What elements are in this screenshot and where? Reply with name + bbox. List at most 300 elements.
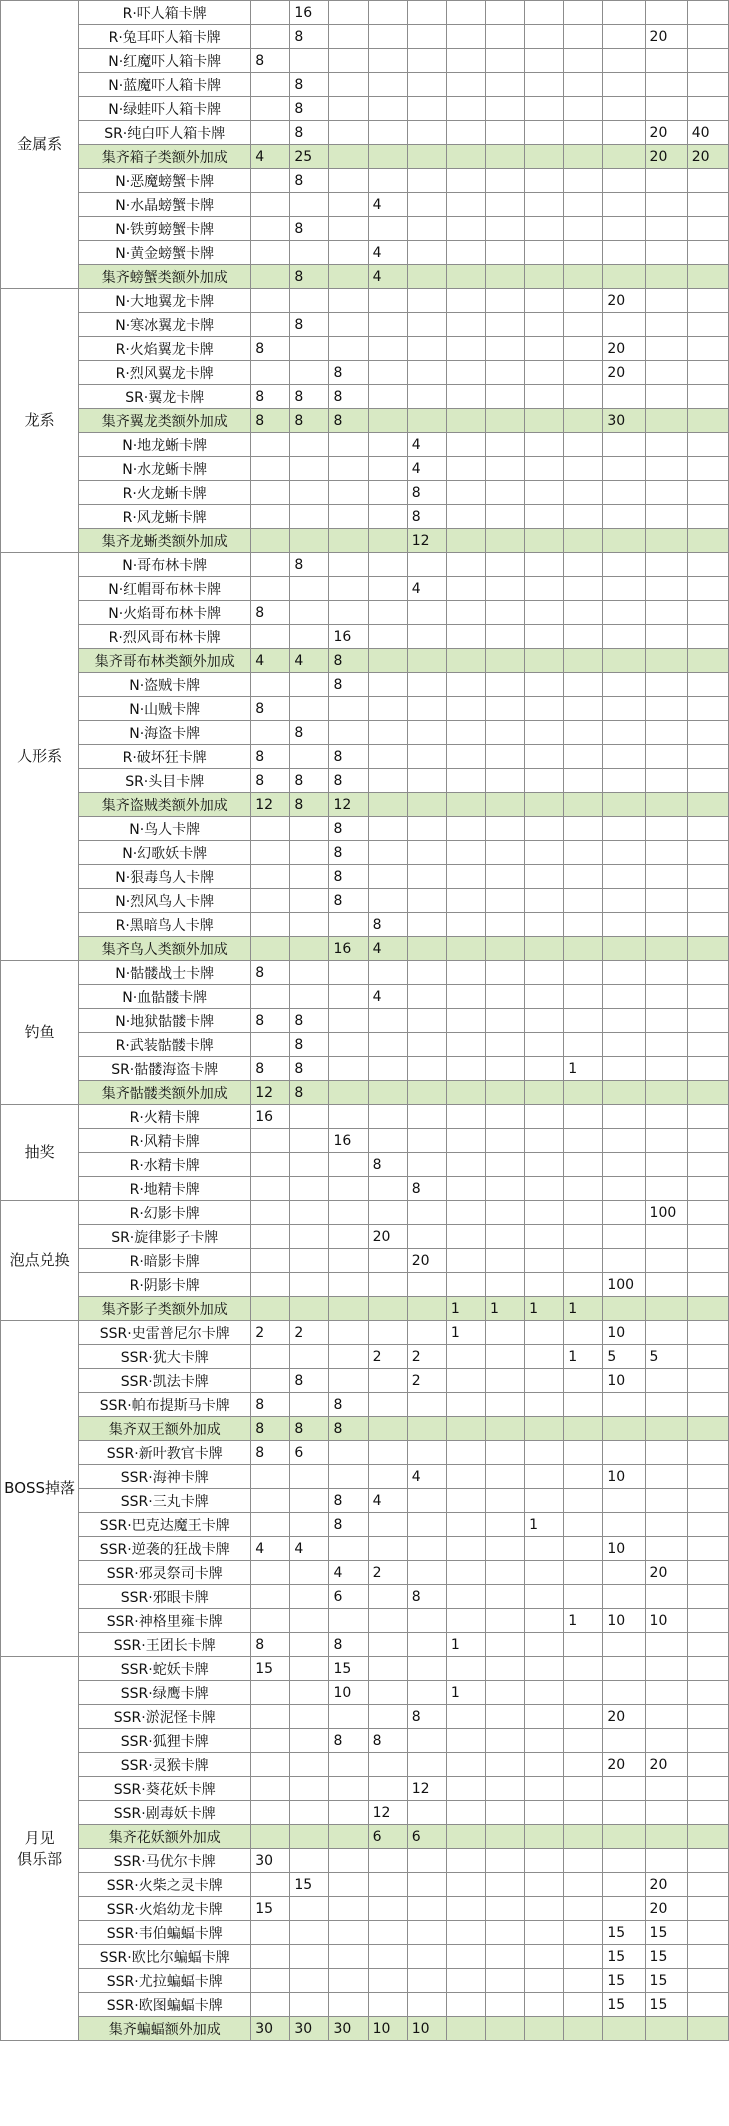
value-cell xyxy=(687,1993,728,2017)
value-cell xyxy=(407,985,446,1009)
table-row xyxy=(1,1561,729,1585)
value-cell xyxy=(645,1537,687,1561)
value-cell xyxy=(368,1609,407,1633)
value-cell xyxy=(564,1993,603,2017)
value-cell xyxy=(645,697,687,721)
value-cell: 20 xyxy=(645,25,687,49)
value-cell xyxy=(329,145,368,169)
value-cell xyxy=(687,1873,728,1897)
value-cell xyxy=(290,1705,329,1729)
value-cell: 4 xyxy=(251,649,290,673)
value-cell xyxy=(329,265,368,289)
card-name-cell: SSR·三丸卡牌 xyxy=(79,1489,251,1513)
card-name-cell: R·火龙蜥卡牌 xyxy=(79,481,251,505)
card-name-cell: N·蓝魔吓人箱卡牌 xyxy=(79,73,251,97)
value-cell xyxy=(485,817,524,841)
value-cell xyxy=(329,337,368,361)
value-cell xyxy=(525,1225,564,1249)
value-cell xyxy=(564,145,603,169)
value-cell xyxy=(407,1489,446,1513)
value-cell xyxy=(290,361,329,385)
value-cell xyxy=(251,289,290,313)
value-cell xyxy=(645,1,687,25)
card-name-cell: SR·头目卡牌 xyxy=(79,769,251,793)
value-cell xyxy=(525,97,564,121)
card-name-cell: SSR·犹大卡牌 xyxy=(79,1345,251,1369)
value-cell: 8 xyxy=(251,385,290,409)
card-name-cell: SSR·欧比尔蝙蝠卡牌 xyxy=(79,1945,251,1969)
value-cell xyxy=(329,1369,368,1393)
value-cell: 6 xyxy=(329,1585,368,1609)
card-name-cell: R·吓人箱卡牌 xyxy=(79,1,251,25)
value-cell xyxy=(485,1561,524,1585)
value-cell xyxy=(407,241,446,265)
value-cell: 15 xyxy=(251,1657,290,1681)
value-cell xyxy=(407,1801,446,1825)
value-cell xyxy=(687,1729,728,1753)
value-cell xyxy=(329,97,368,121)
value-cell xyxy=(290,1297,329,1321)
table-row xyxy=(1,1273,729,1297)
table-row xyxy=(1,1849,729,1873)
value-cell xyxy=(329,1273,368,1297)
value-cell xyxy=(603,457,645,481)
value-cell xyxy=(525,913,564,937)
value-cell xyxy=(645,985,687,1009)
value-cell xyxy=(329,457,368,481)
value-cell xyxy=(525,1153,564,1177)
value-cell xyxy=(687,889,728,913)
value-cell xyxy=(564,553,603,577)
card-name-cell: N·黄金螃蟹卡牌 xyxy=(79,241,251,265)
value-cell xyxy=(525,1441,564,1465)
value-cell xyxy=(446,601,485,625)
value-cell xyxy=(329,721,368,745)
value-cell xyxy=(407,1753,446,1777)
value-cell xyxy=(525,145,564,169)
value-cell: 8 xyxy=(290,1081,329,1105)
value-cell xyxy=(645,169,687,193)
card-name-cell: SR·纯白吓人箱卡牌 xyxy=(79,121,251,145)
value-cell xyxy=(368,1177,407,1201)
value-cell xyxy=(329,1177,368,1201)
value-cell xyxy=(645,2017,687,2041)
value-cell xyxy=(446,1465,485,1489)
value-cell xyxy=(446,481,485,505)
value-cell: 12 xyxy=(407,1777,446,1801)
value-cell: 1 xyxy=(564,1345,603,1369)
value-cell xyxy=(525,1633,564,1657)
value-cell xyxy=(485,529,524,553)
card-name-cell: SSR·邪灵祭司卡牌 xyxy=(79,1561,251,1585)
value-cell xyxy=(251,97,290,121)
value-cell xyxy=(446,529,485,553)
value-cell xyxy=(525,1681,564,1705)
value-cell: 20 xyxy=(407,1249,446,1273)
value-cell xyxy=(564,241,603,265)
value-cell xyxy=(645,73,687,97)
value-cell xyxy=(407,697,446,721)
value-cell xyxy=(687,169,728,193)
value-cell xyxy=(407,361,446,385)
value-cell: 8 xyxy=(251,1441,290,1465)
value-cell xyxy=(687,817,728,841)
value-cell xyxy=(525,1705,564,1729)
value-cell xyxy=(645,1225,687,1249)
value-cell xyxy=(446,577,485,601)
value-cell xyxy=(368,433,407,457)
value-cell xyxy=(525,1081,564,1105)
value-cell xyxy=(645,1177,687,1201)
value-cell xyxy=(687,1201,728,1225)
table-row xyxy=(1,1345,729,1369)
card-name-cell: SSR·巴克达魔王卡牌 xyxy=(79,1513,251,1537)
value-cell xyxy=(525,841,564,865)
value-cell xyxy=(290,1489,329,1513)
value-cell xyxy=(485,721,524,745)
value-cell xyxy=(687,1321,728,1345)
card-name-cell: R·烈风哥布林卡牌 xyxy=(79,625,251,649)
card-name-cell: N·烈风鸟人卡牌 xyxy=(79,889,251,913)
value-cell: 4 xyxy=(407,457,446,481)
value-cell xyxy=(407,1849,446,1873)
value-cell xyxy=(687,1657,728,1681)
value-cell xyxy=(645,937,687,961)
value-cell xyxy=(368,1993,407,2017)
value-cell xyxy=(485,1033,524,1057)
value-cell xyxy=(687,265,728,289)
value-cell xyxy=(368,1321,407,1345)
value-cell xyxy=(446,1489,485,1513)
value-cell xyxy=(603,1105,645,1129)
value-cell xyxy=(446,1033,485,1057)
value-cell xyxy=(485,217,524,241)
value-cell xyxy=(603,649,645,673)
value-cell xyxy=(645,1033,687,1057)
table-row xyxy=(1,1537,729,1561)
value-cell: 4 xyxy=(368,241,407,265)
value-cell xyxy=(525,49,564,73)
value-cell xyxy=(485,385,524,409)
value-cell xyxy=(564,1705,603,1729)
value-cell xyxy=(446,265,485,289)
value-cell xyxy=(687,577,728,601)
value-cell xyxy=(564,721,603,745)
card-name-cell: SSR·史雷普尼尔卡牌 xyxy=(79,1321,251,1345)
value-cell xyxy=(525,1753,564,1777)
value-cell xyxy=(485,1537,524,1561)
value-cell xyxy=(687,793,728,817)
value-cell xyxy=(368,601,407,625)
value-cell xyxy=(564,1897,603,1921)
value-cell xyxy=(290,1849,329,1873)
value-cell xyxy=(525,1249,564,1273)
value-cell xyxy=(603,793,645,817)
table-row xyxy=(1,505,729,529)
value-cell xyxy=(603,1489,645,1513)
value-cell xyxy=(446,433,485,457)
value-cell xyxy=(687,1225,728,1249)
value-cell xyxy=(329,553,368,577)
card-name-cell: N·幻歌妖卡牌 xyxy=(79,841,251,865)
value-cell: 8 xyxy=(290,1057,329,1081)
value-cell xyxy=(407,1105,446,1129)
value-cell xyxy=(687,1153,728,1177)
value-cell xyxy=(645,97,687,121)
table-row xyxy=(1,1681,729,1705)
value-cell xyxy=(485,1129,524,1153)
value-cell: 12 xyxy=(368,1801,407,1825)
value-cell xyxy=(603,1297,645,1321)
value-cell xyxy=(446,889,485,913)
value-cell xyxy=(603,1129,645,1153)
value-cell xyxy=(687,1897,728,1921)
value-cell: 8 xyxy=(290,769,329,793)
value-cell xyxy=(446,673,485,697)
table-row xyxy=(1,1369,729,1393)
value-cell xyxy=(603,769,645,793)
value-cell: 16 xyxy=(329,937,368,961)
value-cell xyxy=(368,169,407,193)
value-cell xyxy=(603,1513,645,1537)
value-cell: 8 xyxy=(329,865,368,889)
value-cell xyxy=(564,313,603,337)
value-cell xyxy=(564,1321,603,1345)
value-cell xyxy=(446,1705,485,1729)
card-name-cell: R·幻影卡牌 xyxy=(79,1201,251,1225)
value-cell xyxy=(251,193,290,217)
card-name-cell: N·地狱骷髅卡牌 xyxy=(79,1009,251,1033)
value-cell xyxy=(407,289,446,313)
table-row xyxy=(1,1,729,25)
value-cell xyxy=(525,1537,564,1561)
value-cell xyxy=(446,193,485,217)
value-cell xyxy=(645,313,687,337)
value-cell xyxy=(251,241,290,265)
card-name-cell: R·武装骷髅卡牌 xyxy=(79,1033,251,1057)
table-row xyxy=(1,217,729,241)
value-cell xyxy=(329,1081,368,1105)
bonus-row xyxy=(1,1081,729,1105)
value-cell xyxy=(368,217,407,241)
value-cell: 30 xyxy=(251,2017,290,2041)
set-bonus-label: 集齐骷髅类额外加成 xyxy=(79,1081,251,1105)
value-cell: 1 xyxy=(446,1633,485,1657)
value-cell xyxy=(603,1849,645,1873)
card-name-cell: SSR·王团长卡牌 xyxy=(79,1633,251,1657)
value-cell xyxy=(446,1609,485,1633)
value-cell xyxy=(485,841,524,865)
value-cell: 8 xyxy=(290,1417,329,1441)
value-cell xyxy=(525,1873,564,1897)
value-cell xyxy=(485,1081,524,1105)
value-cell xyxy=(290,1969,329,1993)
value-cell xyxy=(564,1513,603,1537)
card-name-cell: SSR·神格里雍卡牌 xyxy=(79,1609,251,1633)
value-cell xyxy=(564,385,603,409)
value-cell xyxy=(290,745,329,769)
value-cell xyxy=(407,553,446,577)
value-cell xyxy=(564,1177,603,1201)
value-cell xyxy=(368,1945,407,1969)
value-cell: 4 xyxy=(407,1465,446,1489)
value-cell xyxy=(603,25,645,49)
table-row xyxy=(1,1729,729,1753)
value-cell: 8 xyxy=(290,265,329,289)
value-cell xyxy=(407,1297,446,1321)
value-cell xyxy=(251,1201,290,1225)
value-cell xyxy=(251,817,290,841)
value-cell xyxy=(251,1993,290,2017)
table-row xyxy=(1,481,729,505)
value-cell xyxy=(485,1801,524,1825)
value-cell: 8 xyxy=(251,49,290,73)
value-cell xyxy=(603,217,645,241)
value-cell xyxy=(485,1201,524,1225)
value-cell xyxy=(603,1729,645,1753)
value-cell: 16 xyxy=(329,625,368,649)
card-name-cell: N·海盗卡牌 xyxy=(79,721,251,745)
value-cell xyxy=(645,745,687,769)
value-cell: 8 xyxy=(290,97,329,121)
table-row xyxy=(1,625,729,649)
value-cell xyxy=(290,1345,329,1369)
value-cell xyxy=(329,961,368,985)
value-cell: 40 xyxy=(687,121,728,145)
value-cell xyxy=(603,889,645,913)
value-cell xyxy=(525,337,564,361)
value-cell xyxy=(603,121,645,145)
value-cell xyxy=(329,1921,368,1945)
value-cell xyxy=(446,1393,485,1417)
value-cell xyxy=(564,1009,603,1033)
value-cell xyxy=(368,1657,407,1681)
value-cell xyxy=(687,1561,728,1585)
table-row xyxy=(1,1753,729,1777)
value-cell xyxy=(564,1441,603,1465)
card-name-cell: SSR·凯法卡牌 xyxy=(79,1369,251,1393)
value-cell xyxy=(645,505,687,529)
value-cell: 15 xyxy=(251,1897,290,1921)
value-cell: 30 xyxy=(290,2017,329,2041)
set-bonus-label: 集齐螃蟹类额外加成 xyxy=(79,265,251,289)
value-cell xyxy=(407,625,446,649)
value-cell xyxy=(564,1801,603,1825)
value-cell xyxy=(525,1009,564,1033)
value-cell: 8 xyxy=(368,913,407,937)
value-cell xyxy=(485,625,524,649)
value-cell xyxy=(485,361,524,385)
value-cell xyxy=(446,937,485,961)
value-cell xyxy=(645,889,687,913)
value-cell xyxy=(485,961,524,985)
value-cell xyxy=(368,1393,407,1417)
value-cell xyxy=(368,673,407,697)
table-row xyxy=(1,1705,729,1729)
value-cell xyxy=(485,1825,524,1849)
value-cell xyxy=(368,1417,407,1441)
table-row xyxy=(1,841,729,865)
table-row xyxy=(1,289,729,313)
value-cell: 8 xyxy=(329,841,368,865)
value-cell xyxy=(446,49,485,73)
value-cell xyxy=(251,1585,290,1609)
value-cell xyxy=(645,241,687,265)
value-cell xyxy=(525,1921,564,1945)
value-cell xyxy=(407,1657,446,1681)
value-cell xyxy=(407,1033,446,1057)
value-cell xyxy=(446,985,485,1009)
value-cell xyxy=(368,457,407,481)
value-cell xyxy=(564,1849,603,1873)
value-cell xyxy=(564,745,603,769)
category-cell: 人形系 xyxy=(1,553,79,961)
value-cell xyxy=(290,1105,329,1129)
value-cell xyxy=(407,1969,446,1993)
value-cell xyxy=(525,505,564,529)
value-cell xyxy=(368,817,407,841)
table-row xyxy=(1,1657,729,1681)
value-cell xyxy=(687,697,728,721)
value-cell xyxy=(603,1417,645,1441)
table-body xyxy=(1,1,729,2041)
value-cell xyxy=(525,1,564,25)
value-cell xyxy=(687,769,728,793)
value-cell: 15 xyxy=(603,1945,645,1969)
value-cell xyxy=(407,1417,446,1441)
bonus-row xyxy=(1,1825,729,1849)
value-cell: 8 xyxy=(290,25,329,49)
value-cell xyxy=(525,577,564,601)
value-cell xyxy=(407,889,446,913)
value-cell: 4 xyxy=(251,145,290,169)
value-cell xyxy=(290,529,329,553)
value-cell xyxy=(645,1081,687,1105)
value-cell xyxy=(564,1537,603,1561)
table-row xyxy=(1,1897,729,1921)
value-cell xyxy=(687,1345,728,1369)
value-cell xyxy=(251,1561,290,1585)
value-cell: 20 xyxy=(645,1873,687,1897)
card-name-cell: N·寒冰翼龙卡牌 xyxy=(79,313,251,337)
value-cell: 8 xyxy=(251,1633,290,1657)
value-cell xyxy=(485,433,524,457)
value-cell xyxy=(251,1873,290,1897)
value-cell xyxy=(687,1177,728,1201)
value-cell xyxy=(407,49,446,73)
table-row xyxy=(1,1177,729,1201)
table-row xyxy=(1,577,729,601)
table-row xyxy=(1,721,729,745)
value-cell xyxy=(525,1489,564,1513)
value-cell xyxy=(251,433,290,457)
value-cell: 8 xyxy=(329,769,368,793)
card-name-cell: SSR·新叶教官卡牌 xyxy=(79,1441,251,1465)
card-name-cell: SSR·邪眼卡牌 xyxy=(79,1585,251,1609)
table-row xyxy=(1,1585,729,1609)
value-cell xyxy=(687,1537,728,1561)
value-cell xyxy=(329,1297,368,1321)
value-cell xyxy=(564,1081,603,1105)
value-cell: 8 xyxy=(290,409,329,433)
value-cell: 4 xyxy=(407,577,446,601)
value-cell xyxy=(485,1,524,25)
value-cell xyxy=(564,841,603,865)
value-cell xyxy=(603,1633,645,1657)
value-cell: 4 xyxy=(368,985,407,1009)
value-cell xyxy=(687,433,728,457)
value-cell xyxy=(329,1249,368,1273)
